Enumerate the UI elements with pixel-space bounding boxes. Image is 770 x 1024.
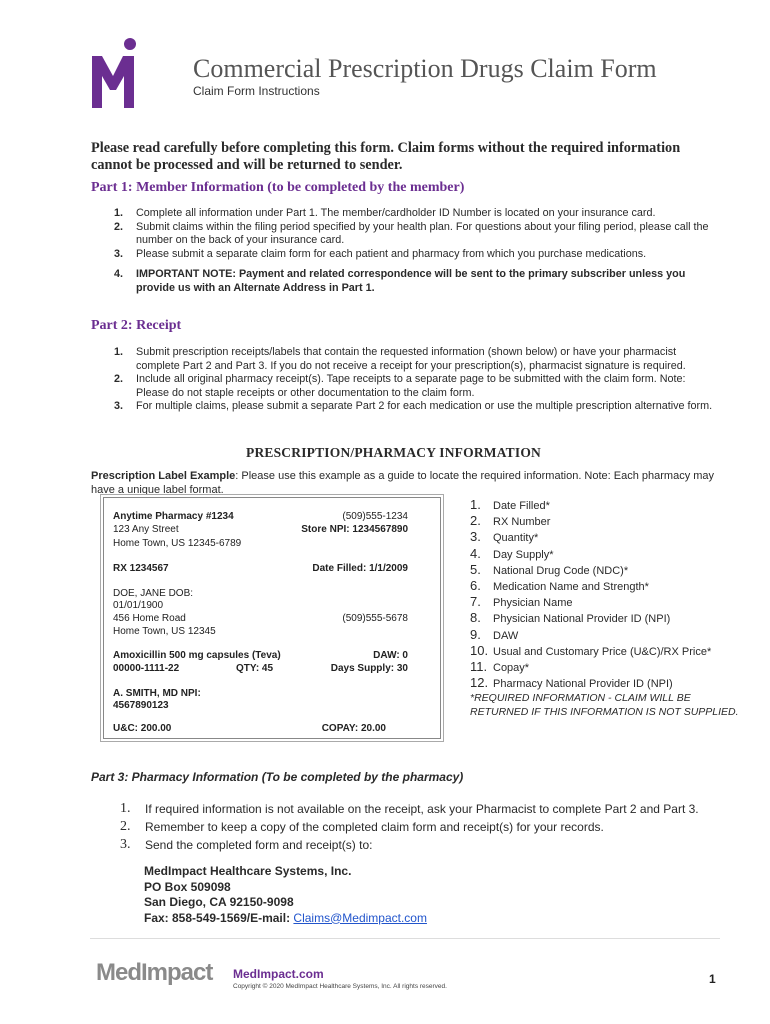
pharmacy-name: Anytime Pharmacy #1234 [113, 511, 234, 522]
page-number: 1 [709, 972, 716, 986]
list-item: 2. Remember to keep a copy of the completed claim form and receipt(s) for your records. [120, 819, 604, 834]
days-supply: Days Supply: 30 [330, 663, 408, 674]
part3-heading: Part 3: Pharmacy Information (To be completed by the pharmacy) [91, 770, 464, 784]
list-item: 2. RX Number [470, 513, 551, 529]
copay: COPAY: 20.00 [321, 723, 386, 734]
patient-address: 456 Home Road [113, 613, 186, 624]
page-subtitle: Claim Form Instructions [193, 84, 320, 98]
part1-heading: Part 1: Member Information (to be completed by the member) [91, 180, 465, 195]
list-item: 2. Include all original pharmacy receipt(s). Tape receipts to a separate page to be submitted with the claim form. Note: Please do not staple receipts or other documentation to the claim form. [114, 373, 686, 399]
part1-list [114, 207, 714, 295]
patient-name: DOE, JANE DOB: [113, 588, 194, 599]
footer-url-link[interactable]: MedImpact.com [233, 967, 324, 981]
list-item: 3. Please submit a separate claim form for each patient and pharmacy from which you purchase medications. [114, 247, 647, 260]
list-item: 6. Medication Name and Strength* [470, 577, 649, 593]
page-title: Commercial Prescription Drugs Claim Form [193, 54, 657, 83]
copyright-text: Copyright © 2020 MedImpact Healthcare Systems, Inc. All rights reserved. [233, 983, 447, 990]
list-item: 8. Physician National Provider ID (NPI) [470, 610, 671, 626]
mailing-address [144, 864, 427, 926]
list-item: 5. National Drug Code (NDC)* [470, 561, 629, 577]
rx-number: RX 1234567 [113, 563, 169, 574]
required-info-note: *REQUIRED INFORMATION - CLAIM WILL BE RETURNED IF THIS INFORMATION IS NOT SUPPLIED. [470, 692, 739, 718]
list-item: 3. Quantity* [470, 529, 539, 545]
list-item: 4. Day Supply* [470, 545, 554, 561]
store-npi: Store NPI: 1234567890 [301, 524, 408, 535]
list-item: 11. Copay* [470, 658, 530, 674]
prescription-label-example [103, 497, 441, 739]
patient-phone: (509)555-5678 [342, 613, 408, 624]
label-example-text: Prescription Label Example: Please use this example as a guide to locate the required information. Note: Each pharmacy may have a unique label format. [91, 470, 715, 496]
list-item: 4. IMPORTANT NOTE: Payment and related correspondence will be sent to the primary subscriber unless you provide us with an Alternate Address in Part 1. [114, 268, 686, 294]
list-item: 1. Submit prescription receipts/labels that contain the requested information (shown below) or have your pharmacist complete Part 2 and Part 3. If you do not receive a receipt for your prescription(s), pharmacist signature is required. [114, 346, 686, 372]
physician-name: A. SMITH, MD NPI: [113, 688, 201, 699]
list-item: 1. If required information is not available on the receipt, ask your Pharmacist to complete Part 2 and Part 3. [120, 801, 699, 816]
list-item: 10. Usual and Customary Price (U&C)/RX Price* [470, 642, 712, 658]
list-item: 12. Pharmacy National Provider ID (NPI) [470, 675, 673, 691]
patient-city: Home Town, US 12345 [113, 626, 216, 637]
list-item: 2. Submit claims within the filing period specified by your health plan. For questions about your filing period, please call the number on the back of your insurance card. [114, 220, 709, 246]
pharmacy-city: Home Town, US 12345-6789 [113, 538, 242, 549]
email-link[interactable]: Claims@Medimpact.com [293, 910, 427, 925]
footer-logo: MedImpact [96, 959, 213, 986]
rx-info-heading: PRESCRIPTION/PHARMACY INFORMATION [246, 445, 541, 460]
city-state-zip: San Diego, CA 92150-9098 [144, 895, 294, 909]
part3-list [120, 800, 740, 854]
medimpact-logo-icon [92, 38, 142, 108]
list-item: 3. For multiple claims, please submit a separate Part 2 for each medication or use the multiple prescription alternative form. [114, 400, 713, 412]
part2-heading: Part 2: Receipt [91, 318, 182, 333]
part2-list [114, 346, 714, 414]
company-name: MedImpact Healthcare Systems, Inc. [144, 864, 352, 878]
pharmacy-phone: (509)555-1234 [342, 511, 408, 522]
contact-line: Fax: 858-549-1569/E-mail: Claims@Medimpact.com [144, 910, 427, 925]
required-info-list [470, 497, 750, 719]
po-box: PO Box 509098 [144, 879, 231, 894]
ndc: 00000-1111-22 [113, 663, 180, 674]
date-filled: Date Filled: 1/1/2009 [312, 563, 408, 574]
list-item: 1. Complete all information under Part 1. The member/cardholder ID Number is located on your insurance card. [114, 207, 656, 219]
list-item: 3. Send the completed form and receipt(s) to: [120, 837, 373, 852]
daw: DAW: 0 [373, 650, 408, 661]
pharmacy-address: 123 Any Street [113, 524, 179, 535]
list-item: 1. Date Filled* [470, 497, 550, 512]
usual-customary-price: U&C: 200.00 [113, 723, 172, 734]
footer-divider [90, 938, 720, 939]
patient-dob: 01/01/1900 [113, 600, 164, 611]
quantity: QTY: 45 [236, 663, 274, 674]
list-item: 9. DAW [470, 626, 519, 642]
drug-name: Amoxicillin 500 mg capsules (Teva) [113, 650, 281, 661]
warning-text: Please read carefully before completing this form. Claim forms without the required information cannot be processed and will be returned to sender. [91, 140, 681, 173]
physician-npi: 4567890123 [113, 700, 169, 711]
list-item: 7. Physician Name [470, 594, 573, 610]
